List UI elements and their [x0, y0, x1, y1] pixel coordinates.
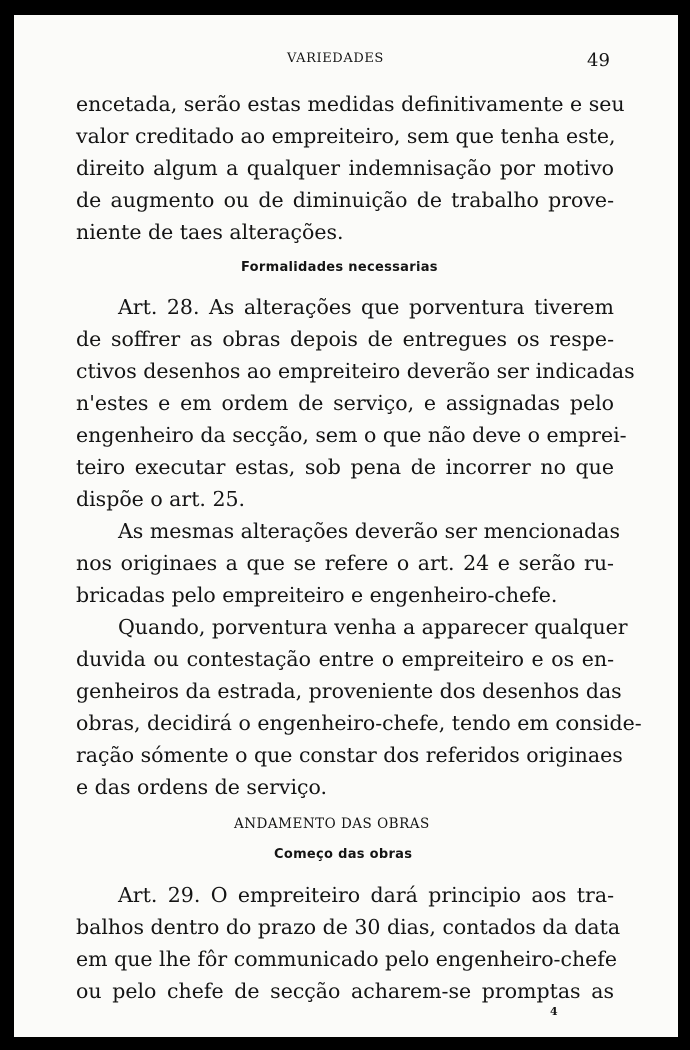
- text-line: de augmento ou de diminuição de trabalho prove-: [76, 188, 614, 212]
- text-line: bricadas pelo empreiteiro e engenheiro-chefe.: [76, 583, 558, 607]
- running-header: VARIEDADES: [287, 51, 384, 66]
- text-line: ou pelo chefe de secção acharem-se promptas as: [76, 979, 614, 1003]
- book-page: [14, 15, 678, 1037]
- subheading: Começo das obras: [274, 847, 413, 862]
- text-line: e das ordens de serviço.: [76, 775, 328, 799]
- text-line: em que lhe fôr communicado pelo engenheiro-chefe: [76, 947, 618, 971]
- text-line: duvida ou contestação entre o empreiteiro e os en-: [76, 647, 614, 671]
- text-line: n'estes e em ordem de serviço, e assignadas pelo: [76, 391, 614, 415]
- text-line: genheiros da estrada, proveniente dos desenhos das: [76, 679, 622, 703]
- text-line: Quando, porventura venha a apparecer qualquer: [118, 615, 628, 639]
- section-heading: ANDAMENTO DAS OBRAS: [234, 816, 430, 832]
- text-line: balhos dentro do prazo de 30 dias, contados da data: [76, 915, 621, 939]
- text-line: As mesmas alterações deverão ser mencionadas: [118, 519, 621, 543]
- text-line: ração sómente o que constar dos referidos originaes: [76, 743, 623, 767]
- text-line: dispõe o art. 25.: [76, 487, 246, 511]
- signature-mark: 4: [550, 1005, 558, 1018]
- text-line: Art. 29. O empreiteiro dará principio aos tra-: [118, 883, 614, 907]
- text-line: valor creditado ao empreiteiro, sem que tenha este,: [76, 124, 616, 148]
- text-line: nos originaes a que se refere o art. 24 e serão ru-: [76, 551, 614, 575]
- subheading: Formalidades necessarias: [241, 260, 438, 275]
- text-line: engenheiro da secção, sem o que não deve o emprei-: [76, 423, 627, 447]
- text-line: Art. 28. As alterações que porventura tiverem: [118, 295, 614, 319]
- page-number: 49: [587, 50, 610, 71]
- text-line: obras, decidirá o engenheiro-chefe, tendo em conside-: [76, 711, 642, 735]
- text-line: encetada, serão estas medidas definitivamente e seu: [76, 92, 625, 116]
- text-line: ctivos desenhos ao empreiteiro deverão ser indicadas: [76, 359, 635, 383]
- text-line: niente de taes alterações.: [76, 220, 344, 244]
- text-line: teiro executar estas, sob pena de incorrer no que: [76, 455, 614, 479]
- text-line: direito algum a qualquer indemnisação por motivo: [76, 156, 614, 180]
- text-line: de soffrer as obras depois de entregues os respe-: [76, 327, 614, 351]
